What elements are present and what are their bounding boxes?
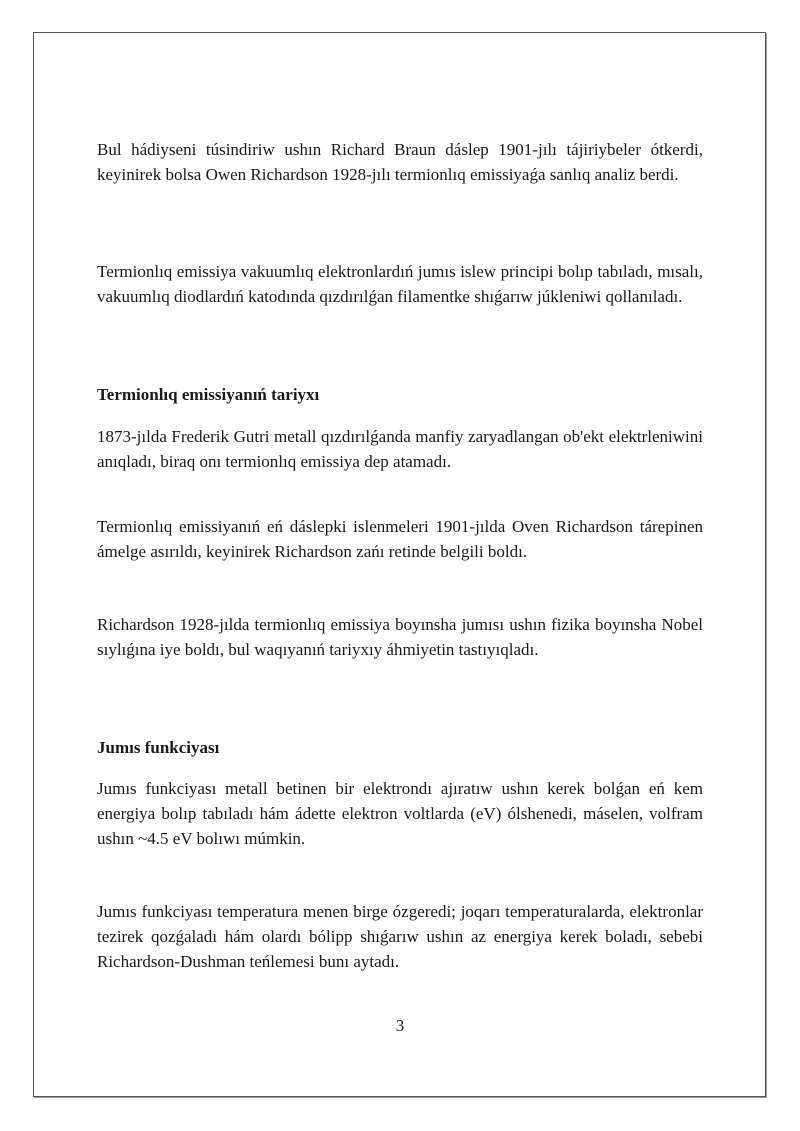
section-heading-history: Termionlıq emissiyanıń tariyxı <box>97 385 320 404</box>
page-number: 3 <box>395 1016 405 1035</box>
paragraph-richardson-1901: Termionlıq emissiyanıń eń dáslepki islenmeleri 1901-jılda Oven Richardson tárepinen ámelge asırıldı, keyinirek Richardson zańı retinde belgili boldı. <box>97 517 703 561</box>
paragraph-work-function-temperature: Jumıs funkciyası temperatura menen birge ózgeredi; joqarı temperaturalarda, elektronlar tezirek qozǵaladı hám olardı bólipp shıǵarıw ushın az energiya kerek boladı, sebebi Richardson-Dushman teńlemesi bunı aytadı. <box>97 902 703 971</box>
paragraph-gutri-1873: 1873-jılda Frederik Gutri metall qızdırılǵanda manfiy zaryadlangan ob'ekt elektrleniwini anıqladı, biraq onı termionlıq emissiya dep atamadı. <box>97 427 703 471</box>
paragraph-work-function-definition: Jumıs funkciyası metall betinen bir elektrondı ajıratıw ushın kerek bolǵan eń kem energiya bolıp tabıladı hám ádette elektron voltlarda (eV) ólshenedi, máselen, volfram ushın ~4.5 eV bolıwı múmkin. <box>97 779 703 848</box>
section-heading-work-function: Jumıs funkciyası <box>97 738 220 757</box>
paragraph-nobel-prize: Richardson 1928-jılda termionlıq emissiya boyınsha jumısı ushın fizika boyınsha Nobel sıylıǵına iye boldı, bul waqıyanıń tariyxıy áhmiyetin tastıyıqladı. <box>97 615 703 659</box>
paragraph-braun-richardson: Bul hádiyseni túsindiriw ushın Richard Braun dáslep 1901-jılı tájiriybeler ótkerdi, keyinirek bolsa Owen Richardson 1928-jılı termionlıq emissiyaǵa sanlıq analiz berdi. <box>97 140 703 184</box>
paragraph-vacuum-electronics: Termionlıq emissiya vakuumlıq elektronlardıń jumıs islew principi bolıp tabıladı, mısalı, vakuumlıq diodlardıń katodında qızdırılǵan filamentke shıǵarıw júkleniwi qollanıladı. <box>97 262 703 306</box>
